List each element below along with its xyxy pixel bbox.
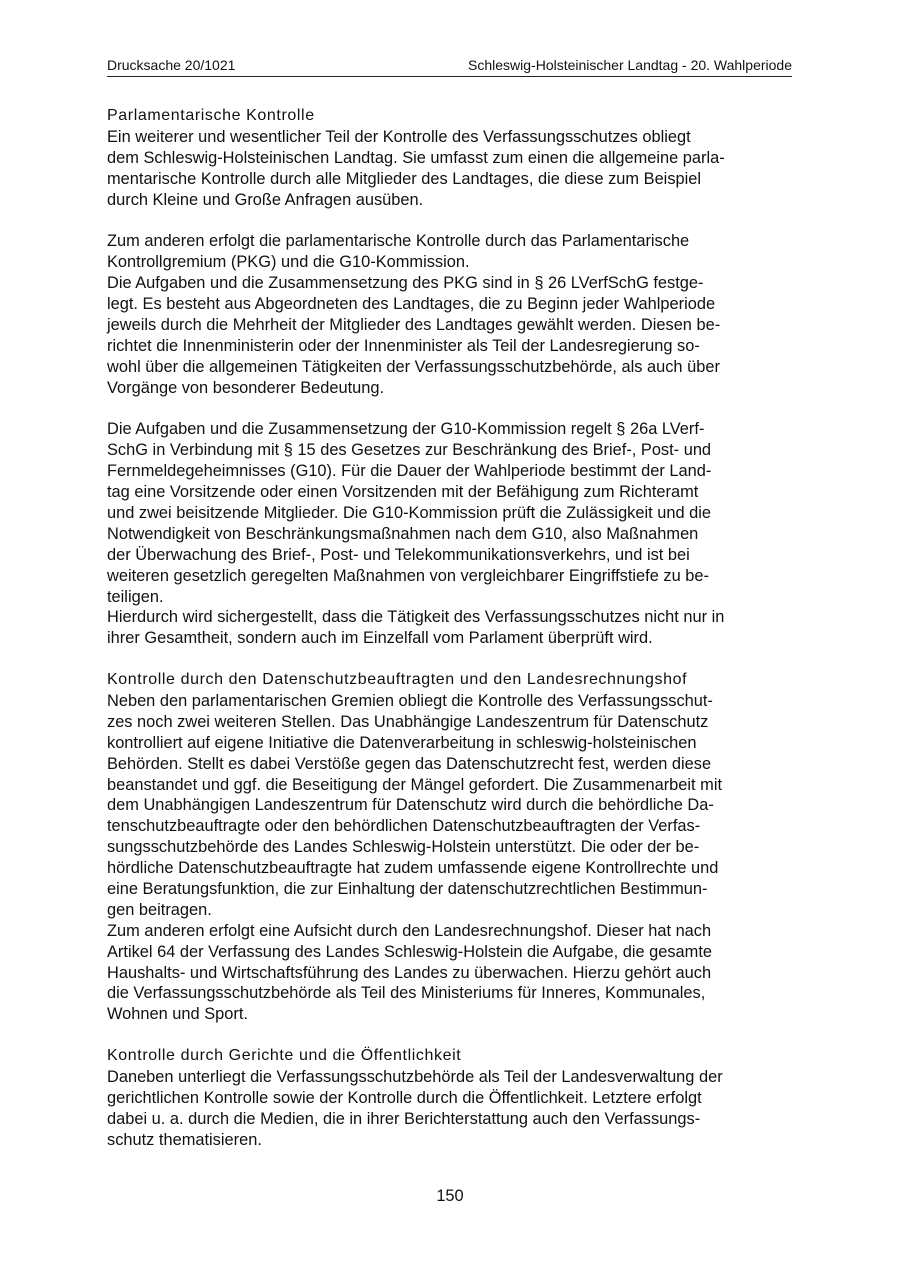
page-number: 150 <box>436 1187 464 1205</box>
text-line: durch Kleine und Große Anfragen ausüben. <box>107 190 424 209</box>
text-line: legt. Es besteht aus Abgeordneten des Landtages, die zu Beginn jeder Wahlperiode <box>107 295 716 314</box>
text-line: Ein weiterer und wesentlicher Teil der Kontrolle des Verfassungsschutzes obliegt <box>107 127 691 146</box>
paragraph <box>107 691 797 1025</box>
text-line: Neben den parlamentarischen Gremien obliegt die Kontrolle des Verfassungsschut- <box>107 691 713 710</box>
text-line: schutz thematisieren. <box>107 1130 262 1149</box>
document-number: Drucksache 20/1021 <box>107 57 236 73</box>
text-line: zes noch zwei weiteren Stellen. Das Unabhängige Landeszentrum für Datenschutz <box>107 712 709 731</box>
paragraph <box>107 231 797 398</box>
text-line: tenschutzbeauftragte oder den behördlichen Datenschutzbeauftragten der Verfas- <box>107 817 701 836</box>
page-header <box>107 54 792 77</box>
text-line: Fernmeldegeheimnisses (G10). Für die Dauer der Wahlperiode bestimmt der Land- <box>107 462 712 481</box>
text-line: jeweils durch die Mehrheit der Mitglieder des Landtages gewählt werden. Diesen be- <box>107 315 721 334</box>
text-line: sungsschutzbehörde des Landes Schleswig-Holstein unterstützt. Die oder der be- <box>107 838 700 857</box>
text-line: eine Beratungsfunktion, die zur Einhaltung der datenschutzrechtlichen Bestimmun- <box>107 879 708 898</box>
paragraph-gap <box>107 210 797 231</box>
parliament-period: Schleswig-Holsteinischer Landtag - 20. Wahlperiode <box>468 57 792 73</box>
text-line: Hierdurch wird sichergestellt, dass die Tätigkeit des Verfassungsschutzes nicht nur in <box>107 608 725 627</box>
text-line: Vorgänge von besonderer Bedeutung. <box>107 378 385 397</box>
text-line: beanstandet und ggf. die Beseitigung der Mängel gefordert. Die Zusammenarbeit mit <box>107 775 723 794</box>
paragraph <box>107 419 797 649</box>
text-line: Zum anderen erfolgt die parlamentarische Kontrolle durch das Parlamentarische <box>107 232 690 251</box>
section-heading: Kontrolle durch Gerichte und die Öffentlichkeit <box>107 1047 462 1065</box>
text-line: Haushalts- und Wirtschaftsführung des Landes zu überwachen. Hierzu gehört auch <box>107 963 712 982</box>
section-heading: Parlamentarische Kontrolle <box>107 107 315 124</box>
text-line: Artikel 64 der Verfassung des Landes Schleswig-Holstein die Aufgabe, die gesamte <box>107 942 712 961</box>
text-line: gen beitragen. <box>107 900 212 919</box>
text-line: SchG in Verbindung mit § 15 des Gesetzes zur Beschränkung des Brief-, Post- und <box>107 441 712 460</box>
text-line: und zwei beisitzende Mitglieder. Die G10-Kommission prüft die Zulässigkeit und die <box>107 503 712 522</box>
text-line: ihrer Gesamtheit, sondern auch im Einzelfall vom Parlament überprüft wird. <box>107 629 653 648</box>
text-line: die Verfassungsschutzbehörde als Teil des Ministeriums für Inneres, Kommunales, <box>107 984 706 1003</box>
paragraph-gap <box>107 649 797 670</box>
text-line: dem Unabhängigen Landeszentrum für Datenschutz wird durch die behördliche Da- <box>107 796 714 815</box>
text-line: tag eine Vorsitzende oder einen Vorsitzenden mit der Befähigung zum Richteramt <box>107 483 699 502</box>
paragraph-gap <box>107 1025 797 1046</box>
text-line: teiligen. <box>107 587 164 606</box>
text-line: mentarische Kontrolle durch alle Mitglieder des Landtages, die diese zum Beispiel <box>107 169 702 188</box>
text-line: Notwendigkeit von Beschränkungsmaßnahmen nach dem G10, also Maßnahmen <box>107 524 699 543</box>
text-line: Daneben unterliegt die Verfassungsschutzbehörde als Teil der Landesverwaltung der <box>107 1068 723 1087</box>
text-line: hördliche Datenschutzbeauftragte hat zudem umfassende eigene Kontrollrechte und <box>107 859 719 878</box>
text-line: dem Schleswig-Holsteinischen Landtag. Sie umfasst zum einen die allgemeine parla- <box>107 148 725 167</box>
text-line: dabei u. a. durch die Medien, die in ihrer Berichterstattung auch den Verfassungs- <box>107 1109 701 1128</box>
text-line: Kontrollgremium (PKG) und die G10-Kommission. <box>107 253 470 272</box>
text-line: Wohnen und Sport. <box>107 1005 248 1024</box>
paragraph-gap <box>107 398 797 419</box>
section-heading: Kontrolle durch den Datenschutzbeauftragten und den Landesrechnungshof <box>107 671 688 689</box>
text-line: richtet die Innenministerin oder der Innenminister als Teil der Landesregierung so- <box>107 336 700 355</box>
text-line: Die Aufgaben und die Zusammensetzung des PKG sind in § 26 LVerfSchG festge- <box>107 274 704 293</box>
text-line: wohl über die allgemeinen Tätigkeiten der Verfassungsschutzbehörde, als auch über <box>107 357 720 376</box>
paragraph <box>107 127 797 211</box>
text-line: Zum anderen erfolgt eine Aufsicht durch den Landesrechnungshof. Dieser hat nach <box>107 921 712 940</box>
text-line: der Überwachung des Brief-, Post- und Telekommunikationsverkehrs, und ist bei <box>107 545 690 564</box>
text-line: Behörden. Stellt es dabei Verstöße gegen das Datenschutzrecht fest, werden diese <box>107 754 712 773</box>
paragraph <box>107 1067 797 1151</box>
page-body <box>107 106 797 1151</box>
text-line: gerichtlichen Kontrolle sowie der Kontrolle durch die Öffentlichkeit. Letztere erfolgt <box>107 1088 702 1107</box>
text-line: weiteren gesetzlich geregelten Maßnahmen von vergleichbarer Eingriffstiefe zu be- <box>107 566 709 585</box>
text-line: kontrolliert auf eigene Initiative die Datenverarbeitung in schleswig-holsteinischen <box>107 733 697 752</box>
text-line: Die Aufgaben und die Zusammensetzung der G10-Kommission regelt § 26a LVerf- <box>107 420 705 439</box>
